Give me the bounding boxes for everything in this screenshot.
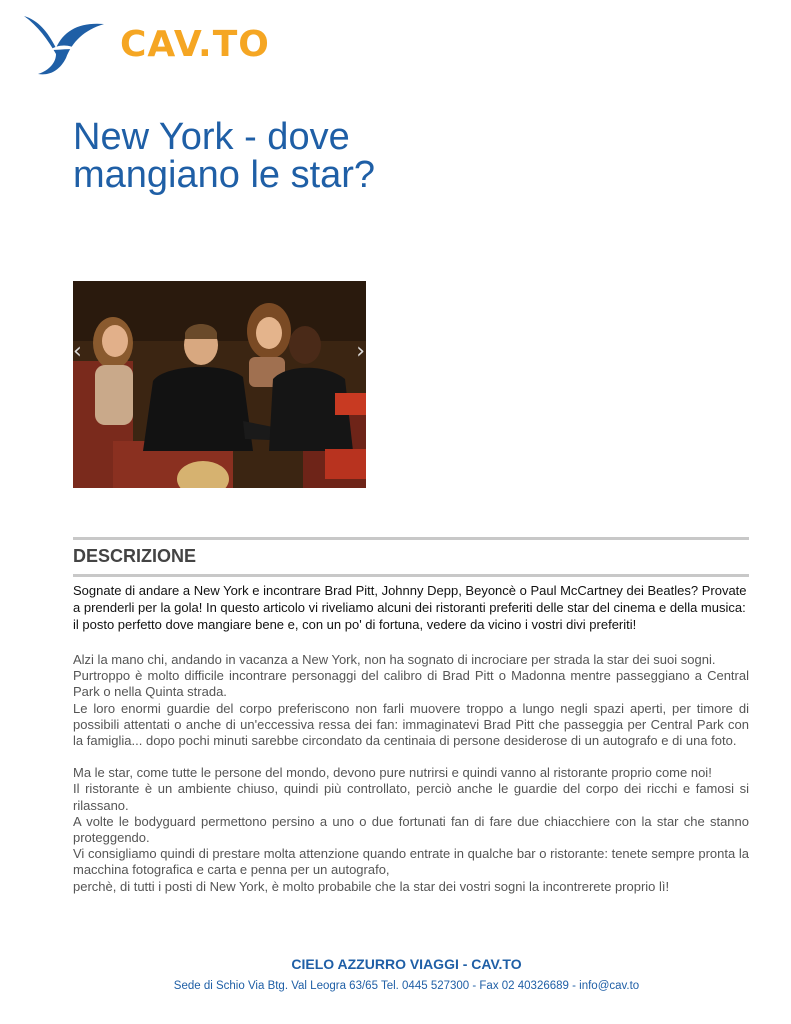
footer-address: Sede di Schio Via Btg. Val Leogra 63/65 Tel. 0445 527300 - Fax 02 40326689 - info@cav.to [173, 980, 640, 992]
body-paragraph: Le loro enormi guardie del corpo preferiscono non farli muovere troppo a lungo negli spazi aperti, per timore di possibili attentati o anche di un'eccessiva ressa dei fan: immaginatevi Brad Pitt che passeggia per Central Park con la famiglia... dopo pochi minuti sarebbe circondato da centinaia di persone desiderose di un autografo e di una foto. [73, 700, 749, 749]
section-heading: DESCRIZIONE [73, 546, 197, 566]
footer-company: CIELO AZZURRO VIAGGI - CAV.TO [291, 956, 522, 972]
body-paragraph: A volte le bodyguard permettono persino a uno o due fortunati fan di fare due chiacchiere con la star che stanno proteggendo. [73, 813, 749, 846]
article-body [73, 652, 749, 895]
article-intro: Sognate di andare a New York e incontrare Brad Pitt, Johnny Depp, Beyoncè o Paul McCartney dei Beatles? Provate a prenderli per la gola! In questo articolo vi riveliamo alcuni dei ristoranti preferiti delle star del cinema e della musica: il posto perfetto dove mangiare bene e, con un po' di fortuna, vedere da vicino i vostri divi preferiti! [73, 583, 747, 632]
body-paragraph: Alzi la mano chi, andando in vacanza a New York, non ha sognato di incrociare per strada la star dei suoi sogni. [73, 652, 716, 667]
body-paragraph: Il ristorante è un ambiente chiuso, quindi più controllato, perciò anche le guardie del corpo dei ricchi e famosi si rilassano. [73, 781, 749, 813]
article-photo-carousel[interactable] [73, 281, 366, 488]
section-divider-bottom [73, 574, 749, 577]
carousel-next-button[interactable]: › [356, 339, 365, 364]
bird-icon [20, 10, 110, 80]
body-paragraph: Ma le star, come tutte le persone del mondo, devono pure nutrirsi e quindi vanno al ristorante proprio come noi! [73, 765, 712, 781]
body-paragraph: Vi consigliamo quindi di prestare molta attenzione quando entrate in qualche bar o ristorante: tenete sempre pronta la macchina fotografica e carta e penna per un autografo, [73, 846, 749, 878]
section-divider-top [73, 537, 749, 540]
site-logo[interactable] [20, 10, 270, 80]
article-photo [73, 281, 366, 488]
paragraph-gap [73, 749, 749, 765]
body-paragraph: perchè, di tutti i posti di New York, è molto probabile che la star dei vostri sogni la incontrerete proprio lì! [73, 878, 670, 894]
body-paragraph: Purtroppo è molto difficile incontrare personaggi del calibro di Brad Pitt o Madonna mentre passeggiano a Central Park o nella Quinta strada. [73, 668, 749, 700]
page-title: New York - dove mangiano le star? [73, 116, 376, 196]
carousel-prev-button[interactable]: ‹ [73, 339, 82, 364]
logo-text: CAV.TO [120, 24, 270, 65]
